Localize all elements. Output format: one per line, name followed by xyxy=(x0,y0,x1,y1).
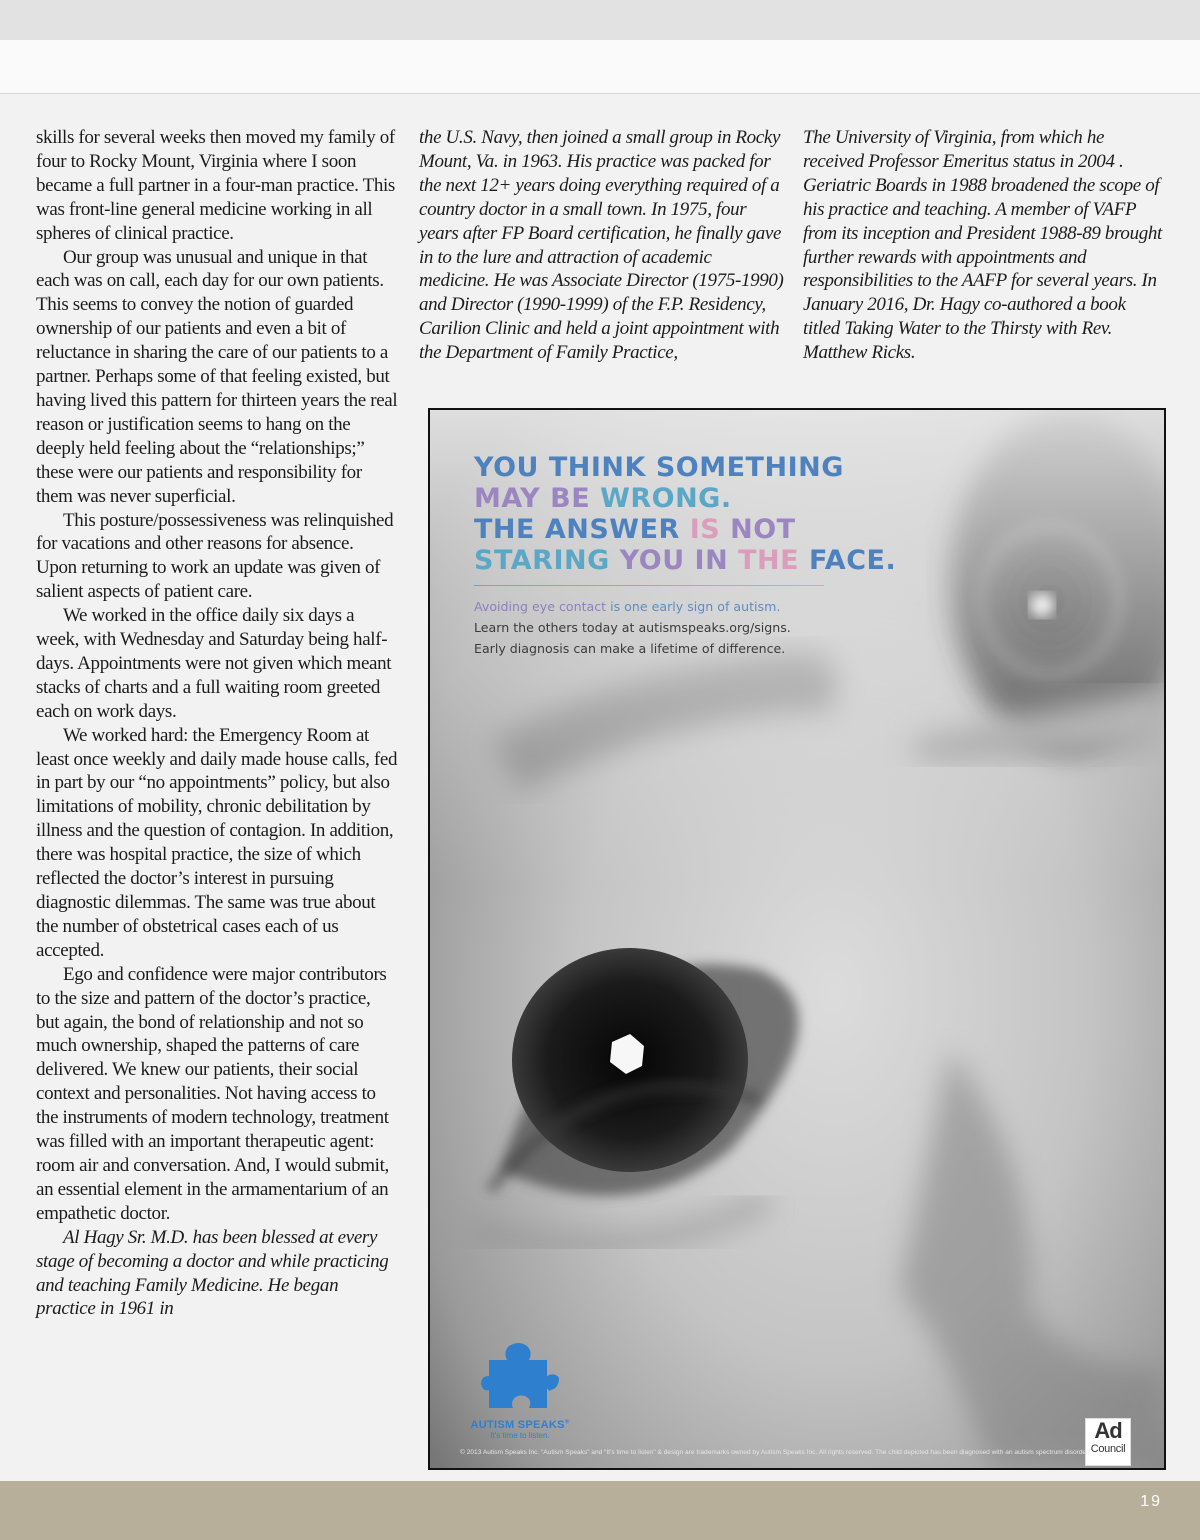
paragraph: Al Hagy Sr. M.D. has been blessed at every stage of becoming a doctor and while practicing and teaching Family Medicine. He began practice in 1961 in xyxy=(36,1226,389,1320)
article-column-middle: the U.S. Navy, then joined a small group in Rocky Mount, Va. in 1963. His practice was packed for the next 12+ years doing everything required of a country doctor in a small town. In 1975, four years after FP Board certification, he finally gave in to the lure and attraction of academic medicine. He was Associate Director (1975-1990) and Director (1990-1999) of the F.P. Residency, Carilion Clinic and held a joint appointment with the Department of Family Practice, xyxy=(419,127,784,364)
headline-segment: YOU IN xyxy=(619,545,739,576)
headline-segment: YOU THINK SOMETHING xyxy=(474,452,844,483)
ad-copy-line-3: Early diagnosis can make a lifetime of difference. xyxy=(474,641,786,656)
headline-divider xyxy=(474,585,824,586)
article-column-right: The University of Virginia, from which he received Professor Emeritus status in 2004 . Geriatric Boards in 1988 broadened the scope of his practice and teaching. A member of VAFP from its inception and President 1988-89 brought further rewards with appointments and responsibilities to the AAFP for several years. In January 2016, Dr. Hagy co-authored a book titled Taking Water to the Thirsty with Rev. Matthew Ricks. xyxy=(803,127,1162,364)
ad-copy-line-2: Learn the others today at autismspeaks.org/signs. xyxy=(474,620,791,635)
headline-segment: WRONG. xyxy=(600,483,732,514)
paragraph: skills for several weeks then moved my family of four to Rocky Mount, Virginia where I soon became a full partner in a four-man practice. This was front-line general medicine working in all spheres of clinical practice. xyxy=(36,127,395,244)
page-number: 19 xyxy=(1140,1493,1162,1510)
puzzle-piece-icon xyxy=(481,1338,559,1412)
headline-line xyxy=(474,483,974,514)
headline-line xyxy=(474,514,974,545)
top-band xyxy=(0,0,1200,40)
headline-segment: STARING xyxy=(474,545,620,576)
logo-name: AUTISM SPEAKS® xyxy=(470,1419,570,1431)
autism-speaks-logo xyxy=(460,1338,580,1440)
ad-fine-print: © 2013 Autism Speaks Inc. “Autism Speaks” and “It’s time to listen” & design are trademarks owned by Autism Speaks Inc. All rights reserved. The child depicted has been diagnosed with an autism spectrum disorder. xyxy=(460,1449,1090,1456)
page-footer-band xyxy=(0,1481,1200,1540)
ad-council-logo: Ad Council xyxy=(1085,1418,1131,1466)
article-column-left xyxy=(36,126,398,1321)
headline-segment: NOT xyxy=(730,514,796,545)
ad-body-copy xyxy=(474,596,791,659)
headline-segment: THE ANSWER xyxy=(474,514,690,545)
ad-headline xyxy=(474,452,974,576)
page-header-band xyxy=(0,40,1200,94)
paragraph: We worked in the office daily six days a week, with Wednesday and Saturday being half-days. Appointments were not given which meant stacks of charts and a full waiting room greeted each on work days. xyxy=(36,605,392,722)
paragraph: We worked hard: the Emergency Room at least once weekly and daily made house calls, fed in part by our “no appointments” policy, but also limitations of mobility, chronic debilitation by illness and the question of contagion. In addition, there was hospital practice, the size of which reflected the doctor’s interest in pursuing diagnostic dilemmas. The same was true about the number of obstetrical cases each of us accepted. xyxy=(36,724,398,961)
headline-segment: IS xyxy=(689,514,731,545)
logo-tagline: It's time to listen. xyxy=(490,1431,550,1440)
autism-speaks-advertisement xyxy=(428,408,1166,1470)
headline-segment: THE xyxy=(738,545,809,576)
paragraph: Ego and confidence were major contributors to the size and pattern of the doctor’s practice, but again, the bond of relationship and not so much ownership, shaped the patterns of care delivered. We knew our patients, their social context and personalities. Not having access to the instruments of modern technology, treatment was filled with an important therapeutic agent: room air and conversation. And, I would submit, an essential element in the armamentarium of an empathetic doctor. xyxy=(36,963,389,1224)
headline-segment: MAY BE xyxy=(474,483,601,514)
headline-segment: FACE. xyxy=(808,545,897,576)
ad-copy-line-1: Avoiding eye contact is one early sign of autism. xyxy=(474,599,781,614)
paragraph: Our group was unusual and unique in that each was on call, each day for our own patients. This seems to convey the notion of guarded ownership of our patients and even a bit of reluctance in sharing the care of our patients to a partner. Perhaps some of that feeling existed, but having lived this pattern for thirteen years the real reason or justification seems to hang on the deeply held feeling about the “relationships;” these were our patients and responsibility for them was never superficial. xyxy=(36,246,398,507)
headline-line xyxy=(474,545,974,576)
headline-line xyxy=(474,452,974,483)
paragraph: This posture/possessiveness was relinquished for vacations and other reasons for absence. Upon returning to work an update was given of salient aspects of patient care. xyxy=(36,509,394,603)
